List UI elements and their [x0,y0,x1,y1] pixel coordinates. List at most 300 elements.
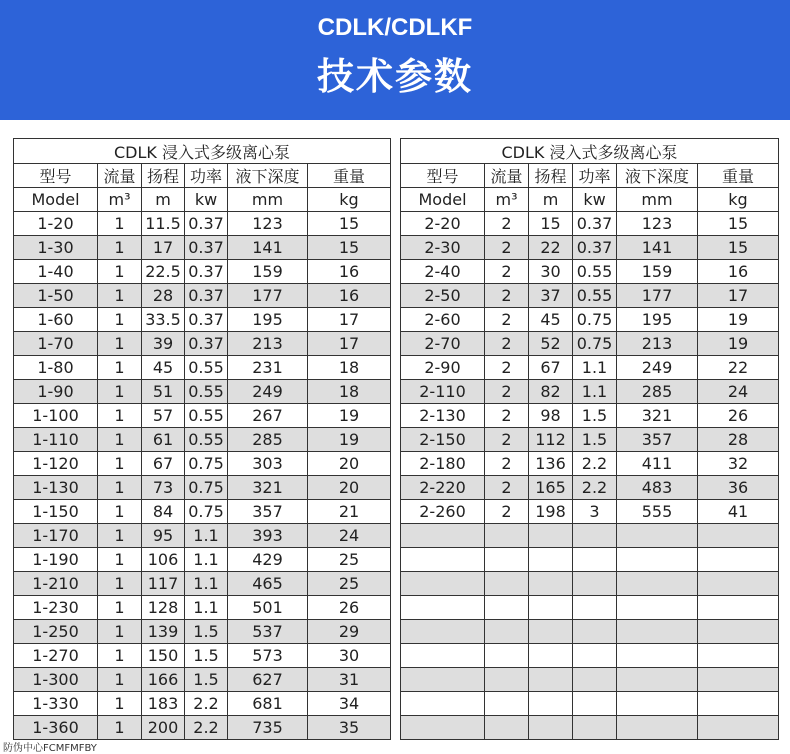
table-cell: 141 [617,236,698,260]
table-cell [617,692,698,716]
table-cell: 1-210 [14,572,98,596]
table-cell: 200 [142,716,185,740]
table-cell: 17 [308,332,391,356]
table-cell: 17 [142,236,185,260]
table-cell [485,596,529,620]
table-cell: 681 [228,692,308,716]
table-cell: 573 [228,644,308,668]
table-cell: 1 [98,404,142,428]
table-cell: 30 [308,644,391,668]
table-title: CDLK 浸入式多级离心泵 [14,139,391,164]
table-cell: 537 [228,620,308,644]
table-row [401,284,779,308]
table-row [14,236,391,260]
table-cell: 29 [308,620,391,644]
table-cell: 1-150 [14,500,98,524]
table-cell: 1 [98,356,142,380]
table-cell: 2-260 [401,500,485,524]
table-cell: 1 [98,212,142,236]
table-cell: 2 [485,308,529,332]
table-row [14,476,391,500]
table-cell: 25 [308,572,391,596]
table-cell: 501 [228,596,308,620]
table-cell: 285 [617,380,698,404]
table-cell: 15 [698,212,779,236]
table-cell: 2 [485,380,529,404]
table-cell: 1-130 [14,476,98,500]
table-cell: 1 [98,620,142,644]
table-cell: 17 [308,308,391,332]
table-cell [529,620,573,644]
table-cell [698,548,779,572]
table-cell: 95 [142,524,185,548]
table-cell: 0.55 [573,284,617,308]
banner-subtitle: CDLK/CDLKF [317,14,473,41]
table-cell: 1.5 [185,668,228,692]
table-row [401,548,779,572]
table-cell: 82 [529,380,573,404]
table-cell: 22 [698,356,779,380]
table-cell: 16 [698,260,779,284]
table-row [14,308,391,332]
table-cell [529,524,573,548]
table-cell [573,548,617,572]
table-cell: 0.37 [185,260,228,284]
table-cell: 33.5 [142,308,185,332]
header-banner [0,0,790,120]
table-cell: 2 [485,500,529,524]
table-cell [698,716,779,740]
table-cell: 141 [228,236,308,260]
table-row [401,428,779,452]
table-cell: 2-70 [401,332,485,356]
table-cell [529,692,573,716]
spec-table [400,138,779,740]
table-cell: 1 [98,524,142,548]
table-cell [617,644,698,668]
header-cell: 扬程 [529,164,573,188]
table-cell: 1.5 [573,404,617,428]
table-cell: 1 [98,236,142,260]
header-cell: 重量 [698,164,779,188]
table-row [14,428,391,452]
table-cell: 1-110 [14,428,98,452]
table-cell: 166 [142,668,185,692]
table-row [401,404,779,428]
header-cell: 型号 [401,164,485,188]
table-cell [617,524,698,548]
table-cell: 2-40 [401,260,485,284]
table-cell [698,620,779,644]
table-cell: 21 [308,500,391,524]
unit-cell: m³ [98,188,142,212]
table-cell [617,716,698,740]
table-cell: 37 [529,284,573,308]
table-cell [485,524,529,548]
table-cell [617,668,698,692]
header-row [14,164,391,188]
unit-cell: mm [617,188,698,212]
table-cell: 0.75 [185,500,228,524]
header-cell: 型号 [14,164,98,188]
table-cell: 139 [142,620,185,644]
table-cell: 26 [308,596,391,620]
table-cell: 735 [228,716,308,740]
table-cell [698,644,779,668]
table-cell: 1-230 [14,596,98,620]
table-cell [401,524,485,548]
table-cell: 19 [698,308,779,332]
table-cell: 15 [308,236,391,260]
table-cell [401,620,485,644]
table-cell: 2 [485,452,529,476]
table-row [401,596,779,620]
table-cell: 1 [98,644,142,668]
table-cell: 1-170 [14,524,98,548]
table-cell [617,548,698,572]
table-cell: 112 [529,428,573,452]
table-cell: 1.5 [573,428,617,452]
table-cell: 20 [308,476,391,500]
table-cell: 22.5 [142,260,185,284]
table-cell: 0.55 [185,356,228,380]
table-cell: 2.2 [185,716,228,740]
table-cell: 19 [308,404,391,428]
table-cell: 1.1 [185,548,228,572]
table-cell: 1-120 [14,452,98,476]
header-cell: 功率 [573,164,617,188]
table-cell: 483 [617,476,698,500]
table-cell [698,692,779,716]
table-cell: 267 [228,404,308,428]
table-cell: 2.2 [573,476,617,500]
table-cell: 18 [308,380,391,404]
table-cell: 32 [698,452,779,476]
table-cell: 183 [142,692,185,716]
table-cell: 2-130 [401,404,485,428]
table-cell: 106 [142,548,185,572]
table-cell: 2 [485,284,529,308]
table-cell: 321 [617,404,698,428]
table-cell: 1 [98,332,142,356]
table-cell [573,620,617,644]
table-cell [485,692,529,716]
table-cell [529,644,573,668]
table-cell [401,548,485,572]
table-cell: 24 [698,380,779,404]
table-cell: 52 [529,332,573,356]
table-row [401,332,779,356]
spec-table-right [400,138,778,740]
table-cell [698,668,779,692]
table-cell: 1-70 [14,332,98,356]
table-row [401,524,779,548]
table-cell: 16 [308,284,391,308]
table-cell: 35 [308,716,391,740]
table-cell [401,572,485,596]
table-cell: 0.37 [573,212,617,236]
table-cell: 2 [485,476,529,500]
unit-row [401,188,779,212]
table-cell [401,668,485,692]
table-cell: 34 [308,692,391,716]
table-cell: 2 [485,404,529,428]
table-cell: 2-150 [401,428,485,452]
unit-row [14,188,391,212]
table-cell [617,596,698,620]
table-cell: 28 [698,428,779,452]
table-cell: 1 [98,260,142,284]
table-cell [485,644,529,668]
table-cell [529,668,573,692]
table-row [401,380,779,404]
table-cell [529,596,573,620]
table-cell: 2-110 [401,380,485,404]
table-row [401,476,779,500]
table-cell: 2-30 [401,236,485,260]
table-cell: 1-20 [14,212,98,236]
unit-cell: kw [185,188,228,212]
table-cell [401,716,485,740]
table-row [401,308,779,332]
table-row [14,524,391,548]
table-cell [573,644,617,668]
table-cell: 24 [308,524,391,548]
table-cell: 1.1 [185,572,228,596]
table-cell: 1.5 [185,644,228,668]
table-cell: 1-190 [14,548,98,572]
table-cell [485,716,529,740]
header-cell: 功率 [185,164,228,188]
table-row [14,668,391,692]
watermark-text: 防伪中心FCMFMFBY [3,743,97,754]
table-cell: 1-300 [14,668,98,692]
table-cell [485,620,529,644]
table-cell [529,572,573,596]
table-cell [401,692,485,716]
table-row [14,260,391,284]
table-row [401,356,779,380]
table-row [401,620,779,644]
table-row [14,596,391,620]
table-cell: 1 [98,668,142,692]
table-row [14,572,391,596]
table-cell: 45 [529,308,573,332]
table-cell: 19 [698,332,779,356]
table-cell: 2-220 [401,476,485,500]
table-cell: 1 [98,428,142,452]
table-cell [617,572,698,596]
table-cell: 67 [529,356,573,380]
table-cell: 123 [617,212,698,236]
table-cell [401,644,485,668]
table-cell: 128 [142,596,185,620]
table-cell [485,548,529,572]
table-cell: 18 [308,356,391,380]
header-cell: 重量 [308,164,391,188]
table-cell: 67 [142,452,185,476]
table-cell: 2-180 [401,452,485,476]
table-cell [698,596,779,620]
table-cell: 1 [98,500,142,524]
table-cell: 249 [228,380,308,404]
table-cell: 3 [573,500,617,524]
header-cell: 扬程 [142,164,185,188]
table-cell: 0.37 [185,284,228,308]
table-cell: 136 [529,452,573,476]
table-cell: 411 [617,452,698,476]
table-cell: 15 [308,212,391,236]
table-row [14,332,391,356]
table-cell: 1 [98,308,142,332]
table-cell: 150 [142,644,185,668]
table-cell [698,572,779,596]
table-cell: 15 [698,236,779,260]
table-cell [698,524,779,548]
table-row [14,404,391,428]
table-cell: 213 [617,332,698,356]
table-cell: 0.37 [185,212,228,236]
table-row [14,380,391,404]
table-cell: 0.75 [185,452,228,476]
table-cell: 2 [485,356,529,380]
table-row [401,212,779,236]
table-cell: 195 [617,308,698,332]
header-row [401,164,779,188]
table-cell [573,716,617,740]
table-cell: 1.1 [573,380,617,404]
table-cell [529,716,573,740]
table-cell: 1-100 [14,404,98,428]
table-cell: 357 [228,500,308,524]
header-cell: 流量 [485,164,529,188]
table-cell: 165 [529,476,573,500]
table-cell: 1-80 [14,356,98,380]
table-cell: 61 [142,428,185,452]
table-cell: 2-60 [401,308,485,332]
table-cell: 249 [617,356,698,380]
table-cell: 0.37 [185,332,228,356]
table-cell: 555 [617,500,698,524]
table-cell: 1-90 [14,380,98,404]
table-cell: 0.55 [185,428,228,452]
table-cell: 285 [228,428,308,452]
table-cell: 2-90 [401,356,485,380]
table-cell: 1-30 [14,236,98,260]
unit-cell: kg [698,188,779,212]
table-cell: 16 [308,260,391,284]
unit-cell: m [529,188,573,212]
table-row [401,260,779,284]
unit-cell: m [142,188,185,212]
table-row [401,644,779,668]
unit-cell: Model [401,188,485,212]
table-row [14,548,391,572]
table-row [14,284,391,308]
table-cell: 0.37 [185,308,228,332]
table-cell [573,596,617,620]
table-cell [529,548,573,572]
table-cell: 39 [142,332,185,356]
table-cell: 177 [228,284,308,308]
table-cell: 177 [617,284,698,308]
spec-table [13,138,391,740]
table-cell: 20 [308,452,391,476]
table-cell: 0.55 [185,380,228,404]
table-cell: 2 [485,212,529,236]
table-cell: 25 [308,548,391,572]
table-cell: 2 [485,236,529,260]
table-cell: 1.1 [573,356,617,380]
table-cell: 1-50 [14,284,98,308]
table-row [401,668,779,692]
table-cell: 15 [529,212,573,236]
table-row [401,500,779,524]
table-cell: 231 [228,356,308,380]
table-cell: 2 [485,428,529,452]
table-cell: 0.55 [185,404,228,428]
table-row [14,692,391,716]
table-cell [617,620,698,644]
table-cell: 51 [142,380,185,404]
table-cell: 2-20 [401,212,485,236]
table-cell: 98 [529,404,573,428]
table-cell: 73 [142,476,185,500]
table-cell: 1.1 [185,596,228,620]
table-cell: 159 [228,260,308,284]
table-cell: 19 [308,428,391,452]
table-body [401,212,779,740]
table-cell: 36 [698,476,779,500]
table-cell: 1-60 [14,308,98,332]
table-cell: 1.1 [185,524,228,548]
table-cell: 22 [529,236,573,260]
table-cell: 213 [228,332,308,356]
unit-cell: mm [228,188,308,212]
table-cell: 57 [142,404,185,428]
table-cell: 1 [98,380,142,404]
table-body [14,212,391,740]
table-cell: 1-40 [14,260,98,284]
table-cell: 1-360 [14,716,98,740]
unit-cell: kw [573,188,617,212]
table-cell [485,668,529,692]
table-cell: 0.37 [185,236,228,260]
spec-table-left [13,138,390,740]
table-cell: 30 [529,260,573,284]
table-row [14,620,391,644]
table-cell: 28 [142,284,185,308]
table-cell: 2.2 [573,452,617,476]
table-row [14,212,391,236]
table-cell: 1 [98,716,142,740]
table-cell: 195 [228,308,308,332]
table-cell: 41 [698,500,779,524]
table-cell: 465 [228,572,308,596]
table-cell: 1 [98,572,142,596]
table-cell: 198 [529,500,573,524]
table-cell: 1 [98,284,142,308]
table-cell: 393 [228,524,308,548]
table-cell: 1 [98,596,142,620]
table-row [14,500,391,524]
table-row [14,716,391,740]
table-cell: 0.75 [573,332,617,356]
table-row [401,236,779,260]
table-cell: 627 [228,668,308,692]
table-cell: 1 [98,548,142,572]
table-cell: 2 [485,260,529,284]
